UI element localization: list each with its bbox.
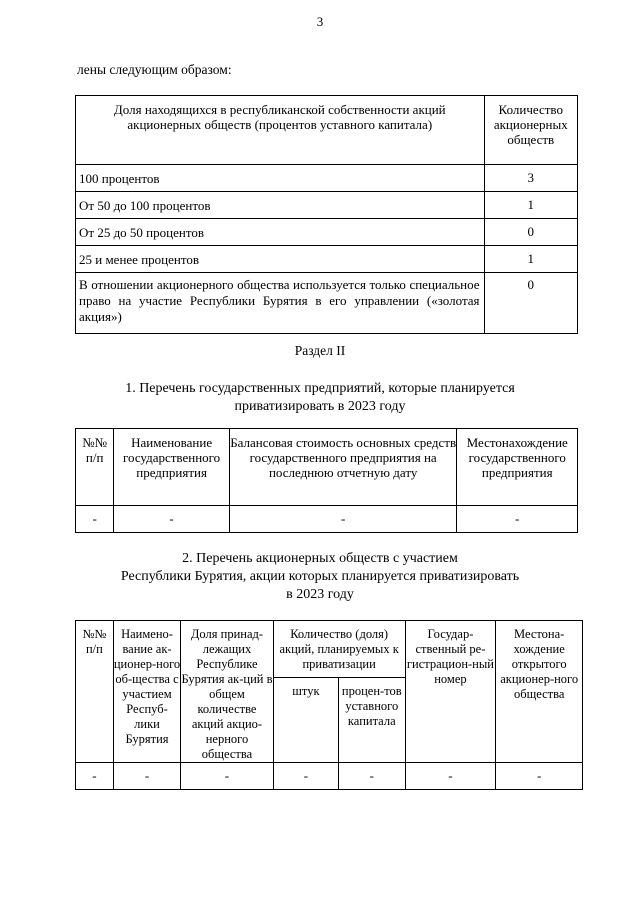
heading-line: в 2023 году xyxy=(286,587,354,602)
header-enterprise-name: Наименование государственного предприятия xyxy=(114,429,230,506)
row-count: 1 xyxy=(484,246,577,273)
table-header-row xyxy=(76,96,578,165)
cell: - xyxy=(273,763,338,790)
header-number: №№ п/п xyxy=(76,429,114,506)
cell: - xyxy=(113,763,180,790)
header-company-name: Наимено-вание ак-ционер-ного об-щества с участием Респуб-лики Бурятия xyxy=(113,621,180,763)
heading-line: Республики Бурятия, акции которых планируется приватизировать xyxy=(120,569,520,584)
table-row xyxy=(76,219,578,246)
row-count: 1 xyxy=(484,192,577,219)
cell: - xyxy=(339,763,405,790)
header-location: Местона-хождение открытого акционер-ного общества xyxy=(496,621,583,763)
heading-line: 1. Перечень государственных предприятий, которые планируется xyxy=(125,381,515,396)
row-count: 3 xyxy=(484,165,577,192)
cell: - xyxy=(457,506,578,533)
heading-line: 2. Перечень акционерных обществ с участием xyxy=(182,551,458,566)
table-row xyxy=(76,192,578,219)
header-share-fraction: Доля находящихся в республиканской собственности акций акционерных обществ (процентов уставного капитала) xyxy=(76,96,485,165)
joint-stock-companies-table xyxy=(75,620,583,790)
header-number: №№ п/п xyxy=(76,621,114,763)
enterprises-heading xyxy=(60,380,580,416)
header-quantity-group: Количество (доля) акций, планируемых к приватизации xyxy=(273,621,405,678)
row-label: 25 и менее процентов xyxy=(76,246,485,273)
row-count: 0 xyxy=(484,273,577,334)
header-company-count: Количество акционерных обществ xyxy=(484,96,577,165)
cell: - xyxy=(76,506,114,533)
header-book-value: Балансовая стоимость основных средств государственного предприятия на последнюю отчетную дату xyxy=(229,429,457,506)
row-label: 100 процентов xyxy=(76,165,485,192)
table-row xyxy=(76,273,578,334)
header-location: Местонахождение государственного предприятия xyxy=(457,429,578,506)
shares-distribution-table xyxy=(75,95,578,334)
table-row xyxy=(76,246,578,273)
row-count: 0 xyxy=(484,219,577,246)
table-row xyxy=(76,506,578,533)
table-row xyxy=(76,763,583,790)
header-registration-number: Государ-ственный ре-гистрацион-ный номер xyxy=(405,621,496,763)
section-title: Раздел II xyxy=(294,343,346,358)
intro-text: лены следующим образом: xyxy=(77,62,232,77)
header-quantity-percent: процен-тов уставного капитала xyxy=(339,678,405,763)
cell: - xyxy=(229,506,457,533)
table-row xyxy=(76,165,578,192)
cell: - xyxy=(405,763,496,790)
row-label: От 50 до 100 процентов xyxy=(76,192,485,219)
heading-line: приватизировать в 2023 году xyxy=(234,399,406,414)
row-label: В отношении акционерного общества используется только специальное право на участие Республики Бурятия в его управлении («золотая акция») xyxy=(76,273,485,334)
cell: - xyxy=(181,763,274,790)
cell: - xyxy=(114,506,230,533)
cell: - xyxy=(496,763,583,790)
header-quantity-pieces: штук xyxy=(273,678,338,763)
table-header-row xyxy=(76,621,583,678)
enterprises-table xyxy=(75,428,578,533)
joint-stock-companies-heading xyxy=(60,550,580,604)
cell: - xyxy=(76,763,114,790)
table-header-row xyxy=(76,429,578,506)
header-share: Доля принад-лежащих Республике Бурятия ак-ций в общем количестве акций акцио-нерного общества xyxy=(181,621,274,763)
page-number: 3 xyxy=(316,14,324,29)
row-label: От 25 до 50 процентов xyxy=(76,219,485,246)
